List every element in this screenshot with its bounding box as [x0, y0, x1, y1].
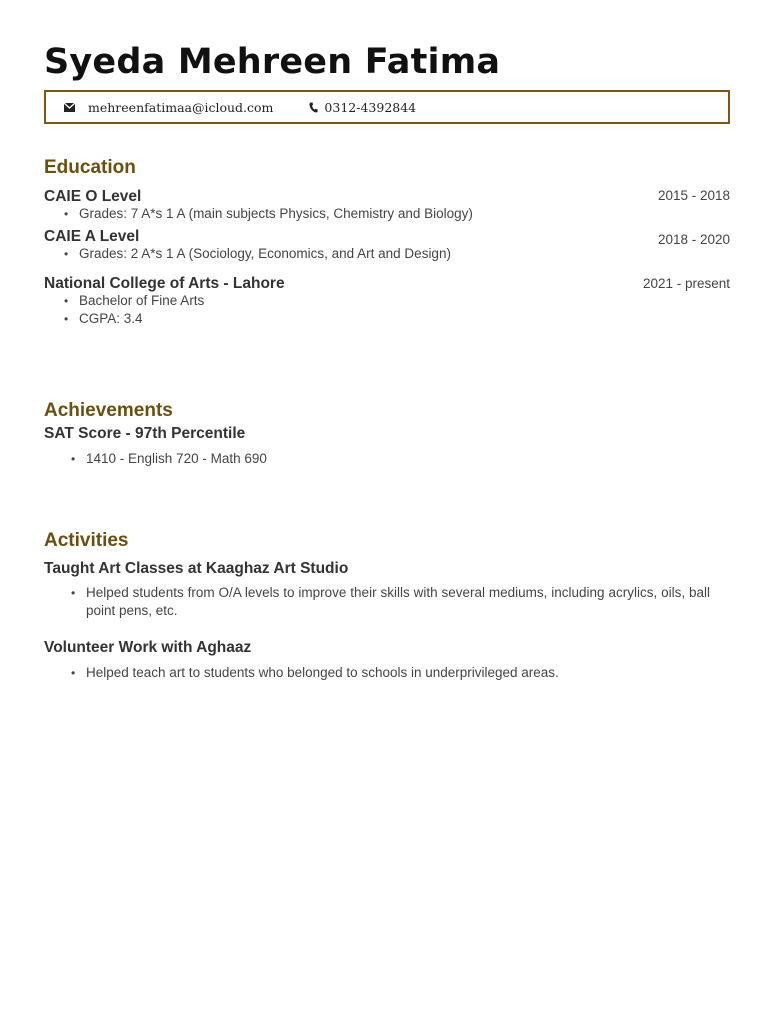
envelope-icon — [63, 101, 75, 113]
bullet-item: • 1410 - English 720 - Math 690 — [44, 450, 267, 468]
bullet-item: • Grades: 7 A*s 1 A (main subjects Physics, Chemistry and Biology) — [44, 205, 473, 223]
entry-bullets — [44, 664, 559, 682]
entry-title: Taught Art Classes at Kaaghaz Art Studio — [44, 560, 349, 577]
email-item — [63, 100, 273, 115]
entry-bullets — [44, 584, 710, 620]
entry-bullets — [44, 450, 267, 468]
entry-date: 2021 - present — [642, 276, 730, 291]
bullet-item: • Grades: 2 A*s 1 A (Sociology, Economics, and Art and Design) — [44, 245, 451, 263]
entry-title: SAT Score - 97th Percentile — [44, 425, 246, 442]
entry-title: Volunteer Work with Aghaaz — [44, 639, 252, 656]
phone-item — [307, 100, 416, 115]
phone-icon — [307, 101, 319, 113]
bullet-item: • Helped teach art to students who belonged to schools in underprivileged areas. — [44, 664, 559, 682]
resume-name: Syeda Mehreen Fatima — [44, 42, 501, 82]
education-heading: Education — [44, 157, 136, 178]
entry-bullets — [44, 245, 451, 263]
entry-date: 2018 - 2020 — [657, 232, 730, 247]
entry-title: CAIE O Level — [44, 188, 142, 205]
entry-bullets — [44, 205, 473, 223]
email-text[interactable]: mehreenfatimaa@icloud.com — [88, 99, 274, 115]
achievements-heading: Achievements — [44, 400, 173, 421]
entry-title: CAIE A Level — [44, 228, 140, 245]
phone-text[interactable]: 0312-4392844 — [324, 99, 417, 115]
activities-heading: Activities — [44, 530, 129, 551]
entry-title: National College of Arts - Lahore — [44, 275, 285, 292]
contact-bar — [44, 90, 730, 124]
entry-date: 2015 - 2018 — [657, 188, 730, 203]
entry-bullets — [44, 292, 204, 328]
bullet-item: • Helped students from O/A levels to improve their skills with several mediums, including acrylics, oils, ball point pens, etc. — [44, 584, 710, 620]
bullet-item: • CGPA: 3.4 — [44, 310, 204, 328]
bullet-item: • Bachelor of Fine Arts — [44, 292, 204, 310]
